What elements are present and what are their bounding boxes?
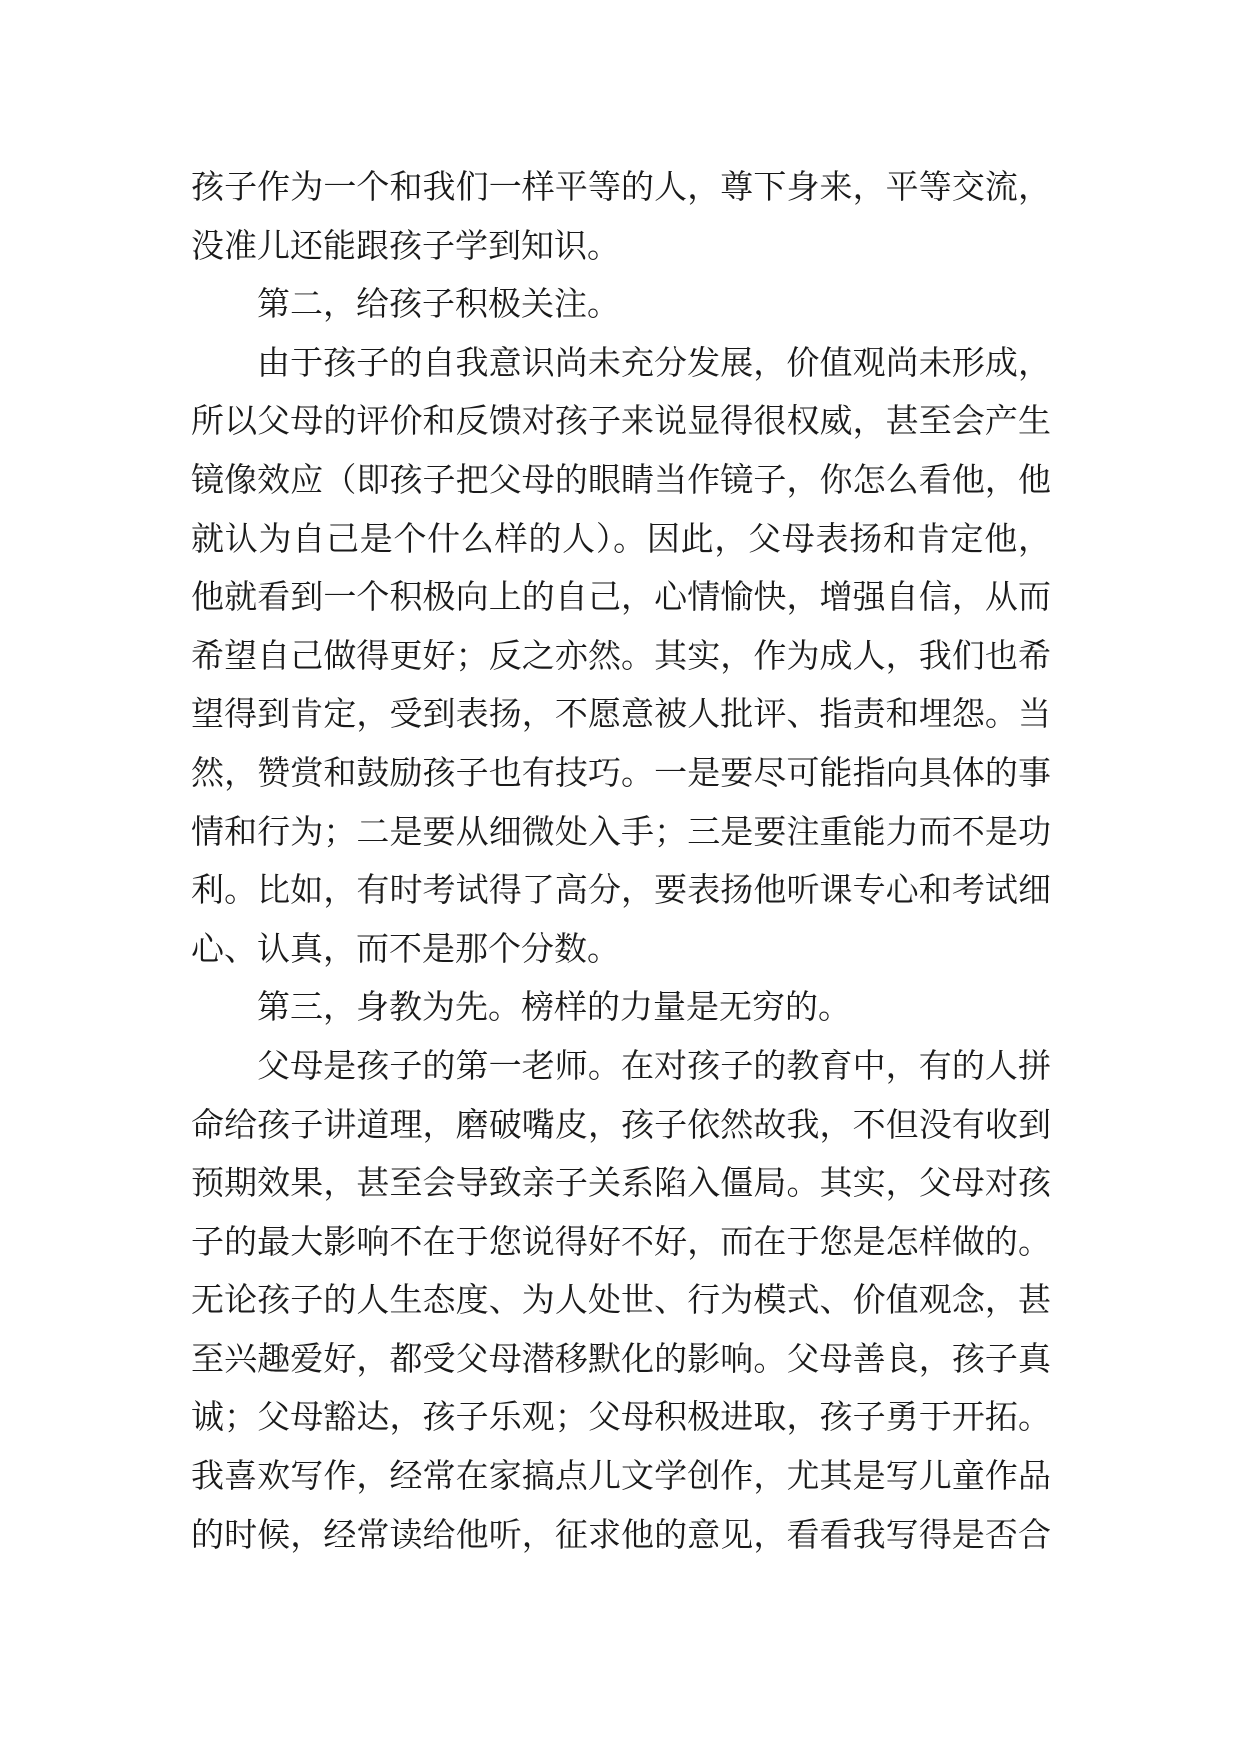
body-text <box>191 158 1051 1564</box>
text-line: 孩子作为一个和我们一样平等的人，尊下身来，平等交流， <box>191 167 1051 206</box>
text-line: 没准儿还能跟孩子学到知识。 <box>191 225 620 265</box>
text-line: 然，赞赏和鼓励孩子也有技巧。一是要尽可能指向具体的事 <box>191 752 1051 792</box>
text-line: 无论孩子的人生态度、为人处世、行为模式、价值观念，甚 <box>191 1280 1051 1320</box>
text-line: 情和行为；二是要从细微处入手；三是要注重能力而不是功 <box>191 811 1051 851</box>
text-line: 命给孩子讲道理，磨破嘴皮，孩子依然故我，不但没有收到 <box>191 1104 1051 1144</box>
text-line: 所以父母的评价和反馈对孩子来说显得很权威，甚至会产生 <box>191 401 1051 441</box>
text-line: 就认为自己是个什么样的人）。因此，父母表扬和肯定他， <box>191 518 1051 558</box>
text-line: 至兴趣爱好，都受父母潜移默化的影响。父母善良，孩子真 <box>191 1338 1051 1378</box>
text-line: 望得到肯定，受到表扬，不愿意被人批评、指责和埋怨。当 <box>191 694 1051 734</box>
text-line: 子的最大影响不在于您说得好不好，而在于您是怎样做的。 <box>191 1221 1051 1261</box>
text-line: 镜像效应（即孩子把父母的眼睛当作镜子，你怎么看他，他 <box>191 459 1051 499</box>
text-line: 希望自己做得更好；反之亦然。其实，作为成人，我们也希 <box>191 635 1051 675</box>
text-line: 利。比如，有时考试得了高分，要表扬他听课专心和考试细 <box>191 870 1051 910</box>
text-line: 我喜欢写作，经常在家搞点儿文学创作，尤其是写儿童作品 <box>191 1456 1051 1496</box>
text-line: 的时候，经常读给他听，征求他的意见，看看我写得是否合 <box>191 1514 1051 1554</box>
text-line: 心、认真，而不是那个分数。 <box>191 928 620 968</box>
text-line: 预期效果，甚至会导致亲子关系陷入僵局。其实，父母对孩 <box>191 1163 1051 1203</box>
text-line: 诚；父母豁达，孩子乐观；父母积极进取，孩子勇于开拓。 <box>191 1397 1051 1437</box>
section-heading: 第二，给孩子积极关注。 <box>257 284 620 324</box>
text-line: 他就看到一个积极向上的自己，心情愉快，增强自信，从而 <box>191 577 1051 617</box>
text-line: 由于孩子的自我意识尚未充分发展，价值观尚未形成， <box>257 342 1051 382</box>
text-line: 父母是孩子的第一老师。在对孩子的教育中，有的人拼 <box>257 1045 1051 1085</box>
section-heading: 第三，身教为先。榜样的力量是无穷的。 <box>257 987 851 1027</box>
